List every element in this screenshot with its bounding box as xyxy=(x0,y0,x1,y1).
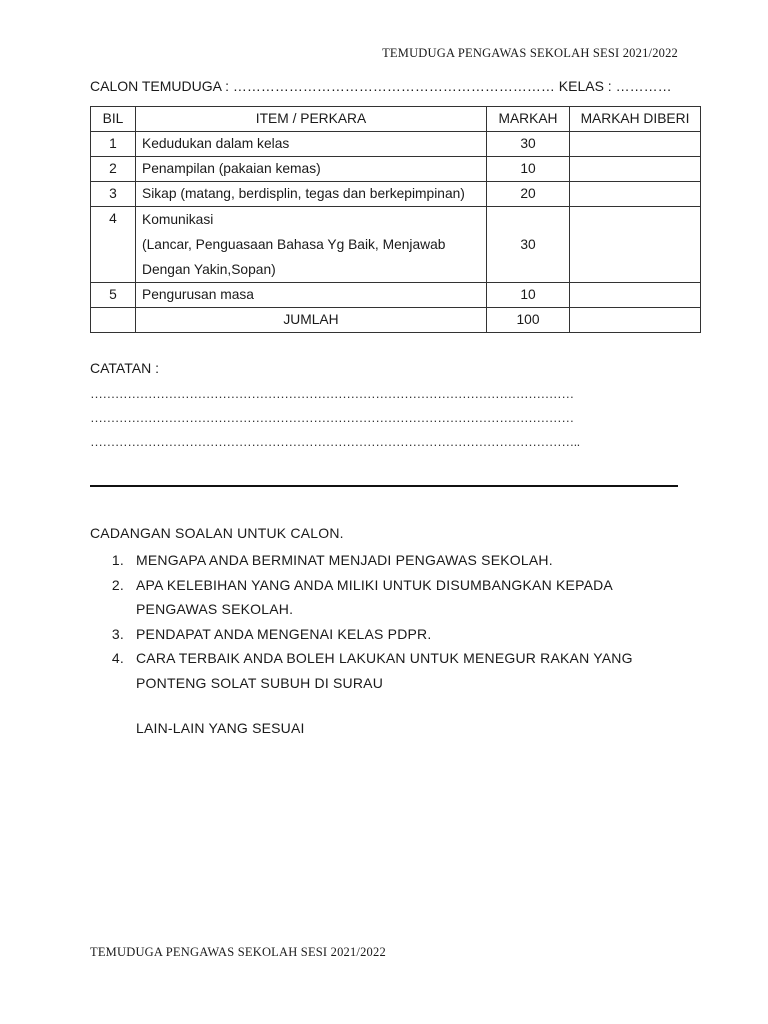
question-item xyxy=(90,622,690,647)
row-item-text: (Lancar, Penguasaan Bahasa Yg Baik, Menjawab xyxy=(142,237,446,252)
question-text xyxy=(136,646,690,695)
catatan-line-1[interactable]: ……………………………………………………………………………………………………… xyxy=(90,386,574,401)
question-list xyxy=(90,548,690,695)
scoring-table xyxy=(90,106,701,333)
row-markah: 10 xyxy=(487,157,570,182)
catatan-label: CATATAN : xyxy=(90,360,159,376)
row-item-text: Dengan Yakin,Sopan) xyxy=(142,262,276,277)
catatan-line-3[interactable]: ……………………………………………………………………………………………………….. xyxy=(90,434,580,449)
question-item xyxy=(90,573,690,622)
question-number: 4. xyxy=(111,650,124,666)
question-number: 3. xyxy=(111,625,124,642)
page-footer: TEMUDUGA PENGAWAS SEKOLAH SESI 2021/2022 xyxy=(90,945,386,959)
question-line: PENDAPAT ANDA MENGENAI KELAS PDPR. xyxy=(136,625,432,642)
section-divider xyxy=(90,485,678,487)
row-markah: 30 xyxy=(487,132,570,157)
question-number: 1. xyxy=(111,552,124,568)
row-item-text: Kedudukan dalam kelas xyxy=(142,136,290,151)
questions-title: CADANGAN SOALAN UNTUK CALON. xyxy=(90,525,344,541)
row-item xyxy=(136,207,487,283)
question-number: 2. xyxy=(111,576,124,593)
row-item-text: Komunikasi xyxy=(142,212,214,227)
row-bil: 5 xyxy=(91,283,136,308)
question-line: CARA TERBAIK ANDA BOLEH LAKUKAN UNTUK MENEGUR RAKAN YANG xyxy=(136,650,633,666)
row-bil: 4 xyxy=(91,207,136,283)
header-item: ITEM / PERKARA xyxy=(136,107,487,132)
total-bil-cell xyxy=(91,308,136,333)
catatan-line-2[interactable]: ……………………………………………………………………………………………………… xyxy=(90,410,574,425)
total-value: 100 xyxy=(487,308,570,333)
question-text xyxy=(136,548,690,573)
header-bil: BIL xyxy=(91,107,136,132)
question-text xyxy=(136,573,690,622)
other-questions: LAIN-LAIN YANG SESUAI xyxy=(136,720,305,736)
row-item-text: Sikap (matang, berdisplin, tegas dan berkepimpinan) xyxy=(142,186,465,201)
table-row xyxy=(91,132,701,157)
question-line: PONTENG SOLAT SUBUH DI SURAU xyxy=(136,674,384,691)
calon-label: CALON TEMUDUGA : xyxy=(90,78,229,94)
row-markah-diberi[interactable] xyxy=(570,157,701,182)
table-row xyxy=(91,157,701,182)
row-markah: 20 xyxy=(487,182,570,207)
row-bil: 2 xyxy=(91,157,136,182)
row-bil: 3 xyxy=(91,182,136,207)
row-markah-diberi[interactable] xyxy=(570,132,701,157)
table-row xyxy=(91,283,701,308)
header-markah-diberi: MARKAH DIBERI xyxy=(570,107,701,132)
kelas-field[interactable]: ………… xyxy=(615,78,672,94)
header-markah: MARKAH xyxy=(487,107,570,132)
row-markah-diberi[interactable] xyxy=(570,207,701,283)
total-given-cell[interactable] xyxy=(570,308,701,333)
row-item xyxy=(136,157,487,182)
row-item xyxy=(136,283,487,308)
table-row xyxy=(91,182,701,207)
row-markah-diberi[interactable] xyxy=(570,283,701,308)
row-item-text: Penampilan (pakaian kemas) xyxy=(142,161,321,176)
question-line: APA KELEBIHAN YANG ANDA MILIKI UNTUK DISUMBANGKAN KEPADA xyxy=(136,576,613,593)
row-markah: 30 xyxy=(487,207,570,283)
table-header-row xyxy=(91,107,701,132)
row-markah: 10 xyxy=(487,283,570,308)
kelas-label: KELAS : xyxy=(558,78,612,94)
candidate-line xyxy=(90,78,672,94)
row-item-text: Pengurusan masa xyxy=(142,287,254,302)
table-row xyxy=(91,207,701,283)
question-line: PENGAWAS SEKOLAH. xyxy=(136,601,294,617)
row-bil: 1 xyxy=(91,132,136,157)
page-header: TEMUDUGA PENGAWAS SEKOLAH SESI 2021/2022 xyxy=(382,46,678,60)
total-row xyxy=(91,308,701,333)
row-item xyxy=(136,182,487,207)
row-item xyxy=(136,132,487,157)
question-item xyxy=(90,646,690,695)
question-text xyxy=(136,622,690,647)
total-label: JUMLAH xyxy=(136,308,487,333)
calon-name-field[interactable]: …………………………………………………………… xyxy=(232,78,555,94)
question-item xyxy=(90,548,690,573)
question-line: MENGAPA ANDA BERMINAT MENJADI PENGAWAS SEKOLAH. xyxy=(136,552,553,568)
row-markah-diberi[interactable] xyxy=(570,182,701,207)
